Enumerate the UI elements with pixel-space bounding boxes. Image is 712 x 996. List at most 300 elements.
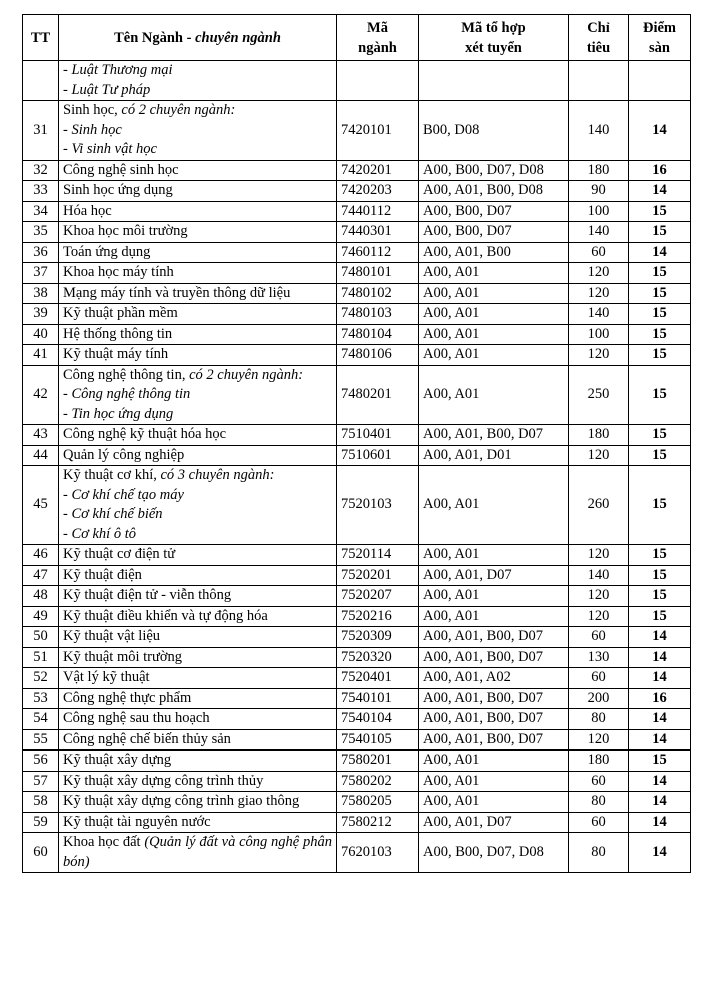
cell-quota: 90 <box>569 181 629 202</box>
cell-code: 7520309 <box>337 627 419 648</box>
table-row <box>23 445 691 466</box>
cell-code: 7460112 <box>337 242 419 263</box>
cell-name <box>59 101 337 161</box>
cell-name <box>59 263 337 284</box>
table-row <box>23 466 691 545</box>
header-score-line2: sàn <box>649 39 670 56</box>
cell-code: 7520201 <box>337 565 419 586</box>
cell-code: 7520216 <box>337 606 419 627</box>
major-note: có 2 chuyên ngành: <box>121 102 236 118</box>
cell-tt: 37 <box>23 263 59 284</box>
major-name: Kỹ thuật điện <box>63 566 142 583</box>
major-name-line <box>63 263 332 283</box>
header-score <box>629 15 691 61</box>
cell-score: 14 <box>629 647 691 668</box>
cell-combo: A00, B00, D07 <box>419 201 569 222</box>
cell-tt: 34 <box>23 201 59 222</box>
header-code-line1: Mã <box>367 19 388 36</box>
cell-score: 16 <box>629 688 691 709</box>
cell-score: 15 <box>629 565 691 586</box>
major-name: Vật lý kỹ thuật <box>63 669 150 685</box>
cell-code: 7520320 <box>337 647 419 668</box>
major-name: Kỹ thuật cơ điện tử <box>63 546 176 562</box>
table-row <box>23 792 691 813</box>
cell-combo: A00, A01 <box>419 586 569 607</box>
cell-score: 14 <box>629 101 691 161</box>
cell-score: 15 <box>629 365 691 425</box>
cell-code: 7440301 <box>337 222 419 243</box>
cell-name <box>59 222 337 243</box>
cell-tt: 56 <box>23 750 59 771</box>
cell-tt: 44 <box>23 445 59 466</box>
header-row <box>23 15 691 61</box>
table-row <box>23 729 691 750</box>
major-name-line <box>63 627 332 647</box>
cell-code: 7580205 <box>337 792 419 813</box>
cell-code: 7510401 <box>337 425 419 446</box>
table-row <box>23 324 691 345</box>
cell-score <box>629 61 691 101</box>
major-name: Quản lý công nghiệp <box>63 446 185 463</box>
major-name-line <box>63 304 332 324</box>
cell-name <box>59 750 337 771</box>
cell-quota: 120 <box>569 729 629 750</box>
cell-score: 15 <box>629 466 691 545</box>
cell-score: 15 <box>629 545 691 566</box>
cell-tt: 48 <box>23 586 59 607</box>
header-score-line1: Điểm <box>642 19 676 36</box>
major-name: Hệ thống thông tin <box>63 325 173 342</box>
table-row <box>23 263 691 284</box>
table-row <box>23 688 691 709</box>
header-code <box>337 15 419 61</box>
cell-tt: 31 <box>23 101 59 161</box>
cell-combo: A00, A01 <box>419 466 569 545</box>
cell-name <box>59 283 337 304</box>
table-row <box>23 668 691 689</box>
table-row <box>23 833 691 873</box>
subspecialty: - Tin học ứng dụng <box>63 405 174 422</box>
cell-name <box>59 345 337 366</box>
cell-score: 16 <box>629 160 691 181</box>
cell-tt: 45 <box>23 466 59 545</box>
table-row <box>23 101 691 161</box>
cell-combo: A00, A01, B00, D07 <box>419 729 569 750</box>
cell-combo <box>419 61 569 101</box>
table-row <box>23 709 691 730</box>
major-name: Công nghệ kỹ thuật hóa học <box>63 426 227 442</box>
cell-tt: 38 <box>23 283 59 304</box>
cell-name <box>59 586 337 607</box>
cell-combo: A00, A01, D07 <box>419 812 569 833</box>
cell-combo: A00, B00, D07 <box>419 222 569 243</box>
cell-combo: A00, A01 <box>419 365 569 425</box>
cell-quota: 140 <box>569 222 629 243</box>
cell-name <box>59 812 337 833</box>
cell-combo: A00, A01 <box>419 792 569 813</box>
subspecialty: - Công nghệ thông tin <box>63 386 191 402</box>
cell-name <box>59 545 337 566</box>
cell-code: 7420101 <box>337 101 419 161</box>
cell-code: 7480201 <box>337 365 419 425</box>
cell-quota: 140 <box>569 304 629 325</box>
cell-tt: 50 <box>23 627 59 648</box>
cell-name <box>59 242 337 263</box>
admissions-table <box>22 14 691 873</box>
major-name: Công nghệ thông tin, <box>63 366 190 383</box>
cell-name <box>59 668 337 689</box>
table-row <box>23 627 691 648</box>
major-name: Kỹ thuật cơ khí, <box>63 467 161 483</box>
major-name: Kỹ thuật môi trường <box>63 648 183 665</box>
cell-code: 7440112 <box>337 201 419 222</box>
cell-tt: 59 <box>23 812 59 833</box>
cell-score: 15 <box>629 324 691 345</box>
header-combo <box>419 15 569 61</box>
cell-name <box>59 466 337 545</box>
major-note: (Quản lý đất và công nghệ phân bón) <box>63 834 332 870</box>
cell-tt: 58 <box>23 792 59 813</box>
cell-quota: 180 <box>569 160 629 181</box>
cell-combo: A00, A01 <box>419 324 569 345</box>
major-name: Khoa học máy tính <box>63 264 174 280</box>
major-name: Kỹ thuật điện tử - viễn thông <box>63 587 232 603</box>
cell-tt <box>23 61 59 101</box>
table-row <box>23 750 691 771</box>
major-name: Kỹ thuật xây dựng <box>63 752 172 768</box>
cell-combo: A00, A01 <box>419 304 569 325</box>
cell-score: 14 <box>629 771 691 792</box>
continued-row <box>23 61 691 101</box>
cell-tt: 33 <box>23 181 59 202</box>
cell-tt: 53 <box>23 688 59 709</box>
cell-score: 15 <box>629 425 691 446</box>
subspecialty: - Luật Thương mại <box>63 62 173 78</box>
cell-quota: 120 <box>569 545 629 566</box>
subspecialty: - Sinh học <box>63 121 122 138</box>
major-name: Công nghệ sau thu hoạch <box>63 710 210 726</box>
subspecialty: - Vi sinh vật học <box>63 141 157 157</box>
major-name: Toán ứng dụng <box>63 243 151 260</box>
cell-code <box>337 61 419 101</box>
header-code-line2: ngành <box>358 39 397 56</box>
cell-quota: 120 <box>569 445 629 466</box>
cell-score: 14 <box>629 668 691 689</box>
cell-score: 15 <box>629 345 691 366</box>
cell-combo: A00, A01, D07 <box>419 565 569 586</box>
cell-quota: 120 <box>569 283 629 304</box>
cell-code: 7580202 <box>337 771 419 792</box>
cell-score: 15 <box>629 304 691 325</box>
cell-combo: A00, A01 <box>419 263 569 284</box>
cell-score: 14 <box>629 812 691 833</box>
cell-tt: 51 <box>23 647 59 668</box>
major-name-line <box>63 222 332 242</box>
cell-quota: 180 <box>569 425 629 446</box>
cell-name <box>59 792 337 813</box>
cell-combo: A00, A01, B00, D08 <box>419 181 569 202</box>
major-name: Kỹ thuật điều khiển và tự động hóa <box>63 607 268 624</box>
header-quota-line1: Chỉ <box>587 19 610 36</box>
cell-code: 7580201 <box>337 750 419 771</box>
major-name: Mạng máy tính và truyền thông dữ liệu <box>63 284 291 301</box>
cell-name <box>59 771 337 792</box>
cell-quota: 120 <box>569 263 629 284</box>
cell-tt: 41 <box>23 345 59 366</box>
major-name: Kỹ thuật vật liệu <box>63 628 161 644</box>
cell-quota: 140 <box>569 565 629 586</box>
cell-quota: 100 <box>569 201 629 222</box>
major-name-line <box>63 545 332 565</box>
table-row <box>23 647 691 668</box>
major-name-line <box>63 101 332 121</box>
cell-quota: 60 <box>569 668 629 689</box>
cell-tt: 55 <box>23 729 59 750</box>
cell-combo: A00, A01 <box>419 545 569 566</box>
cell-quota: 120 <box>569 606 629 627</box>
table-row <box>23 425 691 446</box>
cell-tt: 60 <box>23 833 59 873</box>
subspecialty: - Cơ khí ô tô <box>63 525 136 542</box>
table-row <box>23 345 691 366</box>
header-name-label: Tên Ngành - <box>114 29 196 46</box>
major-note: có 3 chuyên ngành: <box>160 467 275 483</box>
cell-code: 7620103 <box>337 833 419 873</box>
subspecialty: - Cơ khí chế tạo máy <box>63 486 184 503</box>
cell-code: 7520103 <box>337 466 419 545</box>
cell-quota: 200 <box>569 688 629 709</box>
major-name-line <box>63 425 332 445</box>
table-row <box>23 365 691 425</box>
cell-score: 15 <box>629 283 691 304</box>
major-name: Công nghệ chế biến thủy sản <box>63 730 231 747</box>
cell-quota: 120 <box>569 586 629 607</box>
major-name-line <box>63 243 332 263</box>
cell-combo: A00, A01, A02 <box>419 668 569 689</box>
table-row <box>23 545 691 566</box>
table-row <box>23 771 691 792</box>
cell-code: 7420203 <box>337 181 419 202</box>
major-name-line <box>63 161 332 181</box>
cell-name <box>59 304 337 325</box>
cell-tt: 52 <box>23 668 59 689</box>
cell-combo: A00, B00, D07, D08 <box>419 833 569 873</box>
cell-code: 7480104 <box>337 324 419 345</box>
major-name: Sinh học, <box>63 102 122 118</box>
cell-code: 7480102 <box>337 283 419 304</box>
cell-tt: 57 <box>23 771 59 792</box>
table-row <box>23 181 691 202</box>
cell-combo: A00, A01 <box>419 771 569 792</box>
cell-name <box>59 565 337 586</box>
table-row <box>23 304 691 325</box>
cell-code: 7540105 <box>337 729 419 750</box>
major-name-line <box>63 345 332 365</box>
cell-name <box>59 688 337 709</box>
cell-name <box>59 324 337 345</box>
cell-code: 7580212 <box>337 812 419 833</box>
major-name: Hóa học <box>63 202 112 219</box>
major-name: Công nghệ thực phẩm <box>63 689 192 706</box>
table-row <box>23 222 691 243</box>
cell-score: 15 <box>629 606 691 627</box>
cell-name <box>59 61 337 101</box>
major-name-line <box>63 668 332 688</box>
major-name-line <box>63 689 332 709</box>
cell-code: 7540104 <box>337 709 419 730</box>
major-name-line <box>63 566 332 586</box>
major-name-line <box>63 446 332 466</box>
subspecialty: - Luật Tư pháp <box>63 81 151 98</box>
subspecialty: - Cơ khí chế biến <box>63 506 163 522</box>
header-tt-label: TT <box>30 29 51 46</box>
cell-combo: A00, A01, B00, D07 <box>419 627 569 648</box>
cell-score: 14 <box>629 833 691 873</box>
major-name: Khoa học môi trường <box>63 223 188 239</box>
major-name: Kỹ thuật xây dựng công trình giao thông <box>63 793 300 809</box>
cell-name <box>59 709 337 730</box>
cell-code: 7480101 <box>337 263 419 284</box>
cell-quota: 180 <box>569 750 629 771</box>
cell-name <box>59 160 337 181</box>
cell-code: 7480106 <box>337 345 419 366</box>
major-name: Kỹ thuật tài nguyên nước <box>63 813 211 830</box>
cell-tt: 42 <box>23 365 59 425</box>
table-row <box>23 160 691 181</box>
cell-tt: 46 <box>23 545 59 566</box>
cell-score: 15 <box>629 586 691 607</box>
cell-code: 7520207 <box>337 586 419 607</box>
cell-code: 7420201 <box>337 160 419 181</box>
major-name-line <box>63 772 332 792</box>
header-quota <box>569 15 629 61</box>
cell-name <box>59 201 337 222</box>
cell-quota: 250 <box>569 365 629 425</box>
cell-tt: 43 <box>23 425 59 446</box>
header-combo-line2: xét tuyển <box>465 39 522 56</box>
cell-quota: 60 <box>569 627 629 648</box>
cell-code: 7520114 <box>337 545 419 566</box>
cell-combo: A00, A01, B00, D07 <box>419 647 569 668</box>
cell-code: 7510601 <box>337 445 419 466</box>
cell-combo: A00, A01, D01 <box>419 445 569 466</box>
cell-combo: A00, A01 <box>419 606 569 627</box>
header-quota-line2: tiêu <box>586 39 611 56</box>
major-name-line <box>63 181 332 201</box>
major-name-line <box>63 751 332 771</box>
cell-score: 14 <box>629 729 691 750</box>
major-name-line <box>63 325 332 345</box>
table-row <box>23 201 691 222</box>
cell-code: 7540101 <box>337 688 419 709</box>
cell-tt: 40 <box>23 324 59 345</box>
major-name-line <box>63 366 332 386</box>
cell-score: 15 <box>629 201 691 222</box>
table-row <box>23 606 691 627</box>
cell-tt: 54 <box>23 709 59 730</box>
cell-name <box>59 425 337 446</box>
cell-combo: A00, A01, B00, D07 <box>419 425 569 446</box>
cell-combo: A00, B00, D07, D08 <box>419 160 569 181</box>
cell-tt: 49 <box>23 606 59 627</box>
cell-quota: 260 <box>569 466 629 545</box>
table-body <box>23 61 691 873</box>
cell-quota: 80 <box>569 709 629 730</box>
cell-code: 7520401 <box>337 668 419 689</box>
cell-combo: A00, A01 <box>419 283 569 304</box>
cell-tt: 36 <box>23 242 59 263</box>
major-name-line <box>63 466 332 486</box>
cell-combo: B00, D08 <box>419 101 569 161</box>
header-name <box>59 15 337 61</box>
major-name: Sinh học ứng dụng <box>63 182 173 198</box>
cell-name <box>59 647 337 668</box>
cell-name <box>59 181 337 202</box>
cell-quota: 60 <box>569 771 629 792</box>
cell-quota: 140 <box>569 101 629 161</box>
major-name-line <box>63 813 332 833</box>
admissions-table-wrapper <box>22 14 691 873</box>
cell-name <box>59 365 337 425</box>
major-name: Kỹ thuật xây dựng công trình thủy <box>63 772 264 789</box>
cell-score: 15 <box>629 222 691 243</box>
major-name-line <box>63 202 332 222</box>
cell-score: 14 <box>629 709 691 730</box>
major-name-line <box>63 709 332 729</box>
cell-score: 14 <box>629 792 691 813</box>
major-name-line <box>63 833 332 872</box>
cell-score: 14 <box>629 242 691 263</box>
cell-quota: 60 <box>569 812 629 833</box>
cell-combo: A00, A01 <box>419 345 569 366</box>
major-name-line <box>63 648 332 668</box>
cell-quota: 80 <box>569 792 629 813</box>
major-name-line <box>63 792 332 812</box>
major-name: Công nghệ sinh học <box>63 161 179 178</box>
cell-combo: A00, A01, B00 <box>419 242 569 263</box>
table-row <box>23 812 691 833</box>
cell-name <box>59 729 337 750</box>
major-name-line <box>63 730 332 750</box>
major-name: Khoa học đất <box>63 834 145 850</box>
cell-tt: 39 <box>23 304 59 325</box>
cell-quota: 80 <box>569 833 629 873</box>
header-name-italic: chuyên ngành <box>195 29 281 46</box>
table-row <box>23 586 691 607</box>
cell-quota: 100 <box>569 324 629 345</box>
cell-name <box>59 606 337 627</box>
major-name: Kỹ thuật phần mềm <box>63 305 178 321</box>
major-name-line <box>63 284 332 304</box>
cell-quota: 60 <box>569 242 629 263</box>
cell-tt: 47 <box>23 565 59 586</box>
cell-quota <box>569 61 629 101</box>
cell-quota: 130 <box>569 647 629 668</box>
cell-score: 15 <box>629 445 691 466</box>
header-combo-line1: Mã tổ hợp <box>461 19 526 36</box>
table-row <box>23 283 691 304</box>
major-note: có 2 chuyên ngành: <box>189 366 304 383</box>
cell-name <box>59 445 337 466</box>
cell-tt: 35 <box>23 222 59 243</box>
major-name-line <box>63 586 332 606</box>
table-row <box>23 242 691 263</box>
cell-code: 7480103 <box>337 304 419 325</box>
cell-score: 15 <box>629 750 691 771</box>
cell-name <box>59 833 337 873</box>
header-tt <box>23 15 59 61</box>
cell-quota: 120 <box>569 345 629 366</box>
